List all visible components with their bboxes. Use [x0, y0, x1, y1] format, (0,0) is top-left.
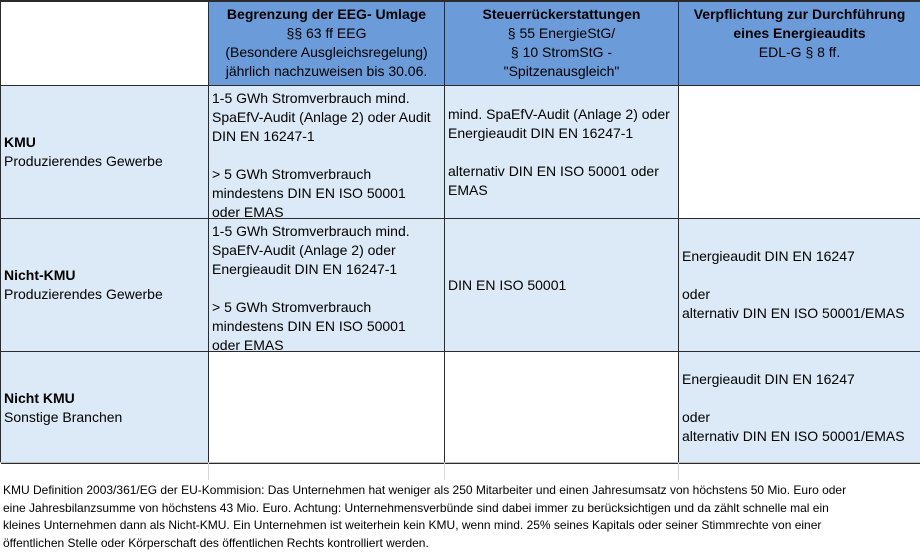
cell-line: alternativ DIN EN ISO 50001/EMAS	[682, 427, 905, 444]
row-label-nicht-kmu-sonstige[interactable]	[1, 352, 209, 464]
header-steuer-title: Steuerrückerstattungen	[482, 6, 641, 22]
footnote-line: KMU Definition 2003/361/EG der EU-Kommision: Das Unternehmen hat weniger als 250 Mitarbeiter und einen Jahresumsatz von höchstens 50 Mio. Euro oder	[3, 483, 847, 497]
header-eeg-line: (Besondere Ausgleichsregelung)	[225, 44, 428, 60]
header-eeg[interactable]	[209, 2, 445, 86]
cell-line: mindestens DIN EN ISO 50001	[212, 318, 406, 334]
cell-line: alternativ DIN EN ISO 50001 oder	[448, 162, 659, 179]
cell-nicht-kmu-edl[interactable]	[679, 219, 920, 352]
cell-line: alternativ DIN EN ISO 50001/EMAS	[682, 305, 905, 321]
row-label-subtitle: Sonstige Branchen	[4, 408, 123, 425]
cell-line: Energieaudit DIN EN 16247	[682, 248, 855, 264]
header-eeg-line: jährlich nachzuweisen bis 30.06.	[225, 63, 428, 79]
cell-line: > 5 GWh Stromverbrauch	[212, 166, 372, 182]
cell-kmu-eeg[interactable]	[209, 86, 445, 219]
cell-sonstige-edl[interactable]	[679, 352, 920, 464]
cell-kmu-steuer[interactable]	[445, 86, 679, 219]
cell-line: DIN EN 16247-1	[212, 128, 315, 144]
cell-nicht-kmu-steuer[interactable]	[445, 219, 679, 352]
header-edl-title: eines Energieaudits	[733, 25, 866, 41]
header-eeg-title: Begrenzung der EEG- Umlage	[226, 6, 427, 22]
cell-line: EMAS	[448, 181, 488, 198]
header-steuer[interactable]	[445, 2, 679, 86]
row-label-title: Nicht-KMU	[4, 267, 76, 283]
footnote-line: eine Jahresbilanzsumme von höchstens 43 Mio. Euro. Achtung: Unternehmensverbünde sind dabei immer zu berücksichtigen und da zählt schnelle mal ein	[3, 500, 829, 515]
cell-line: 1-5 GWh Stromverbrauch mind.	[212, 223, 410, 239]
cell-line: SpaEfV-Audit (Anlage 2) oder	[212, 242, 396, 258]
cell-line: oder	[682, 286, 711, 302]
header-edl-title: Verpflichtung zur Durchführung	[693, 6, 906, 22]
cell-line: oder EMAS	[212, 204, 284, 219]
row-label-nicht-kmu[interactable]	[1, 219, 209, 352]
footnote-line: öffentlichen Stelle oder Körperschaft des öffentlichen Rechts kontrolliert werden.	[3, 535, 429, 550]
header-steuer-line: "Spitzenausgleich"	[503, 63, 620, 79]
footnote-line: kleines Unternehmen dann als Nicht-KMU. Ein Unternehmen ist weiterhein kein KMU, wenn mind. 25% seines Kapitals oder seiner Stimmrechte von einer	[3, 518, 822, 532]
cell-sonstige-eeg[interactable]	[209, 352, 445, 464]
row-label-subtitle: Produzierendes Gewerbe	[4, 153, 163, 169]
cell-line: Energieaudit DIN EN 16247-1	[448, 124, 634, 141]
kmu-footnote[interactable]	[0, 462, 920, 555]
row-label-title: Nicht KMU	[4, 389, 75, 406]
header-corner	[1, 2, 209, 86]
cell-line: > 5 GWh Stromverbrauch	[212, 299, 372, 315]
header-eeg-line: §§ 63 ff EEG	[286, 25, 367, 41]
cell-nicht-kmu-eeg[interactable]	[209, 219, 445, 352]
header-steuer-line: § 55 EnergieStG/	[507, 25, 616, 41]
cell-sonstige-steuer[interactable]	[445, 352, 679, 464]
row-label-subtitle: Produzierendes Gewerbe	[4, 286, 163, 302]
cell-line: 1-5 GWh Stromverbrauch mind.	[212, 90, 410, 106]
cell-line: Energieaudit DIN EN 16247-1	[212, 261, 398, 277]
cell-line: Energieaudit DIN EN 16247	[682, 370, 855, 387]
cell-line: SpaEfV-Audit (Anlage 2) oder Audit	[212, 109, 431, 125]
cell-line: mind. SpaEfV-Audit (Anlage 2) oder	[448, 105, 670, 122]
header-edl-line: EDL-G § 8 ff.	[758, 44, 841, 60]
header-edl[interactable]	[679, 2, 920, 86]
row-label-title: KMU	[4, 134, 36, 150]
header-steuer-line: § 10 StromStG -	[510, 44, 613, 60]
cell-line: oder EMAS	[212, 337, 284, 352]
cell-line: DIN EN ISO 50001	[448, 276, 567, 293]
cell-kmu-edl[interactable]	[679, 86, 920, 219]
cell-line: oder	[682, 408, 711, 425]
row-label-kmu[interactable]	[1, 86, 209, 219]
cell-line: mindestens DIN EN ISO 50001	[212, 185, 406, 201]
